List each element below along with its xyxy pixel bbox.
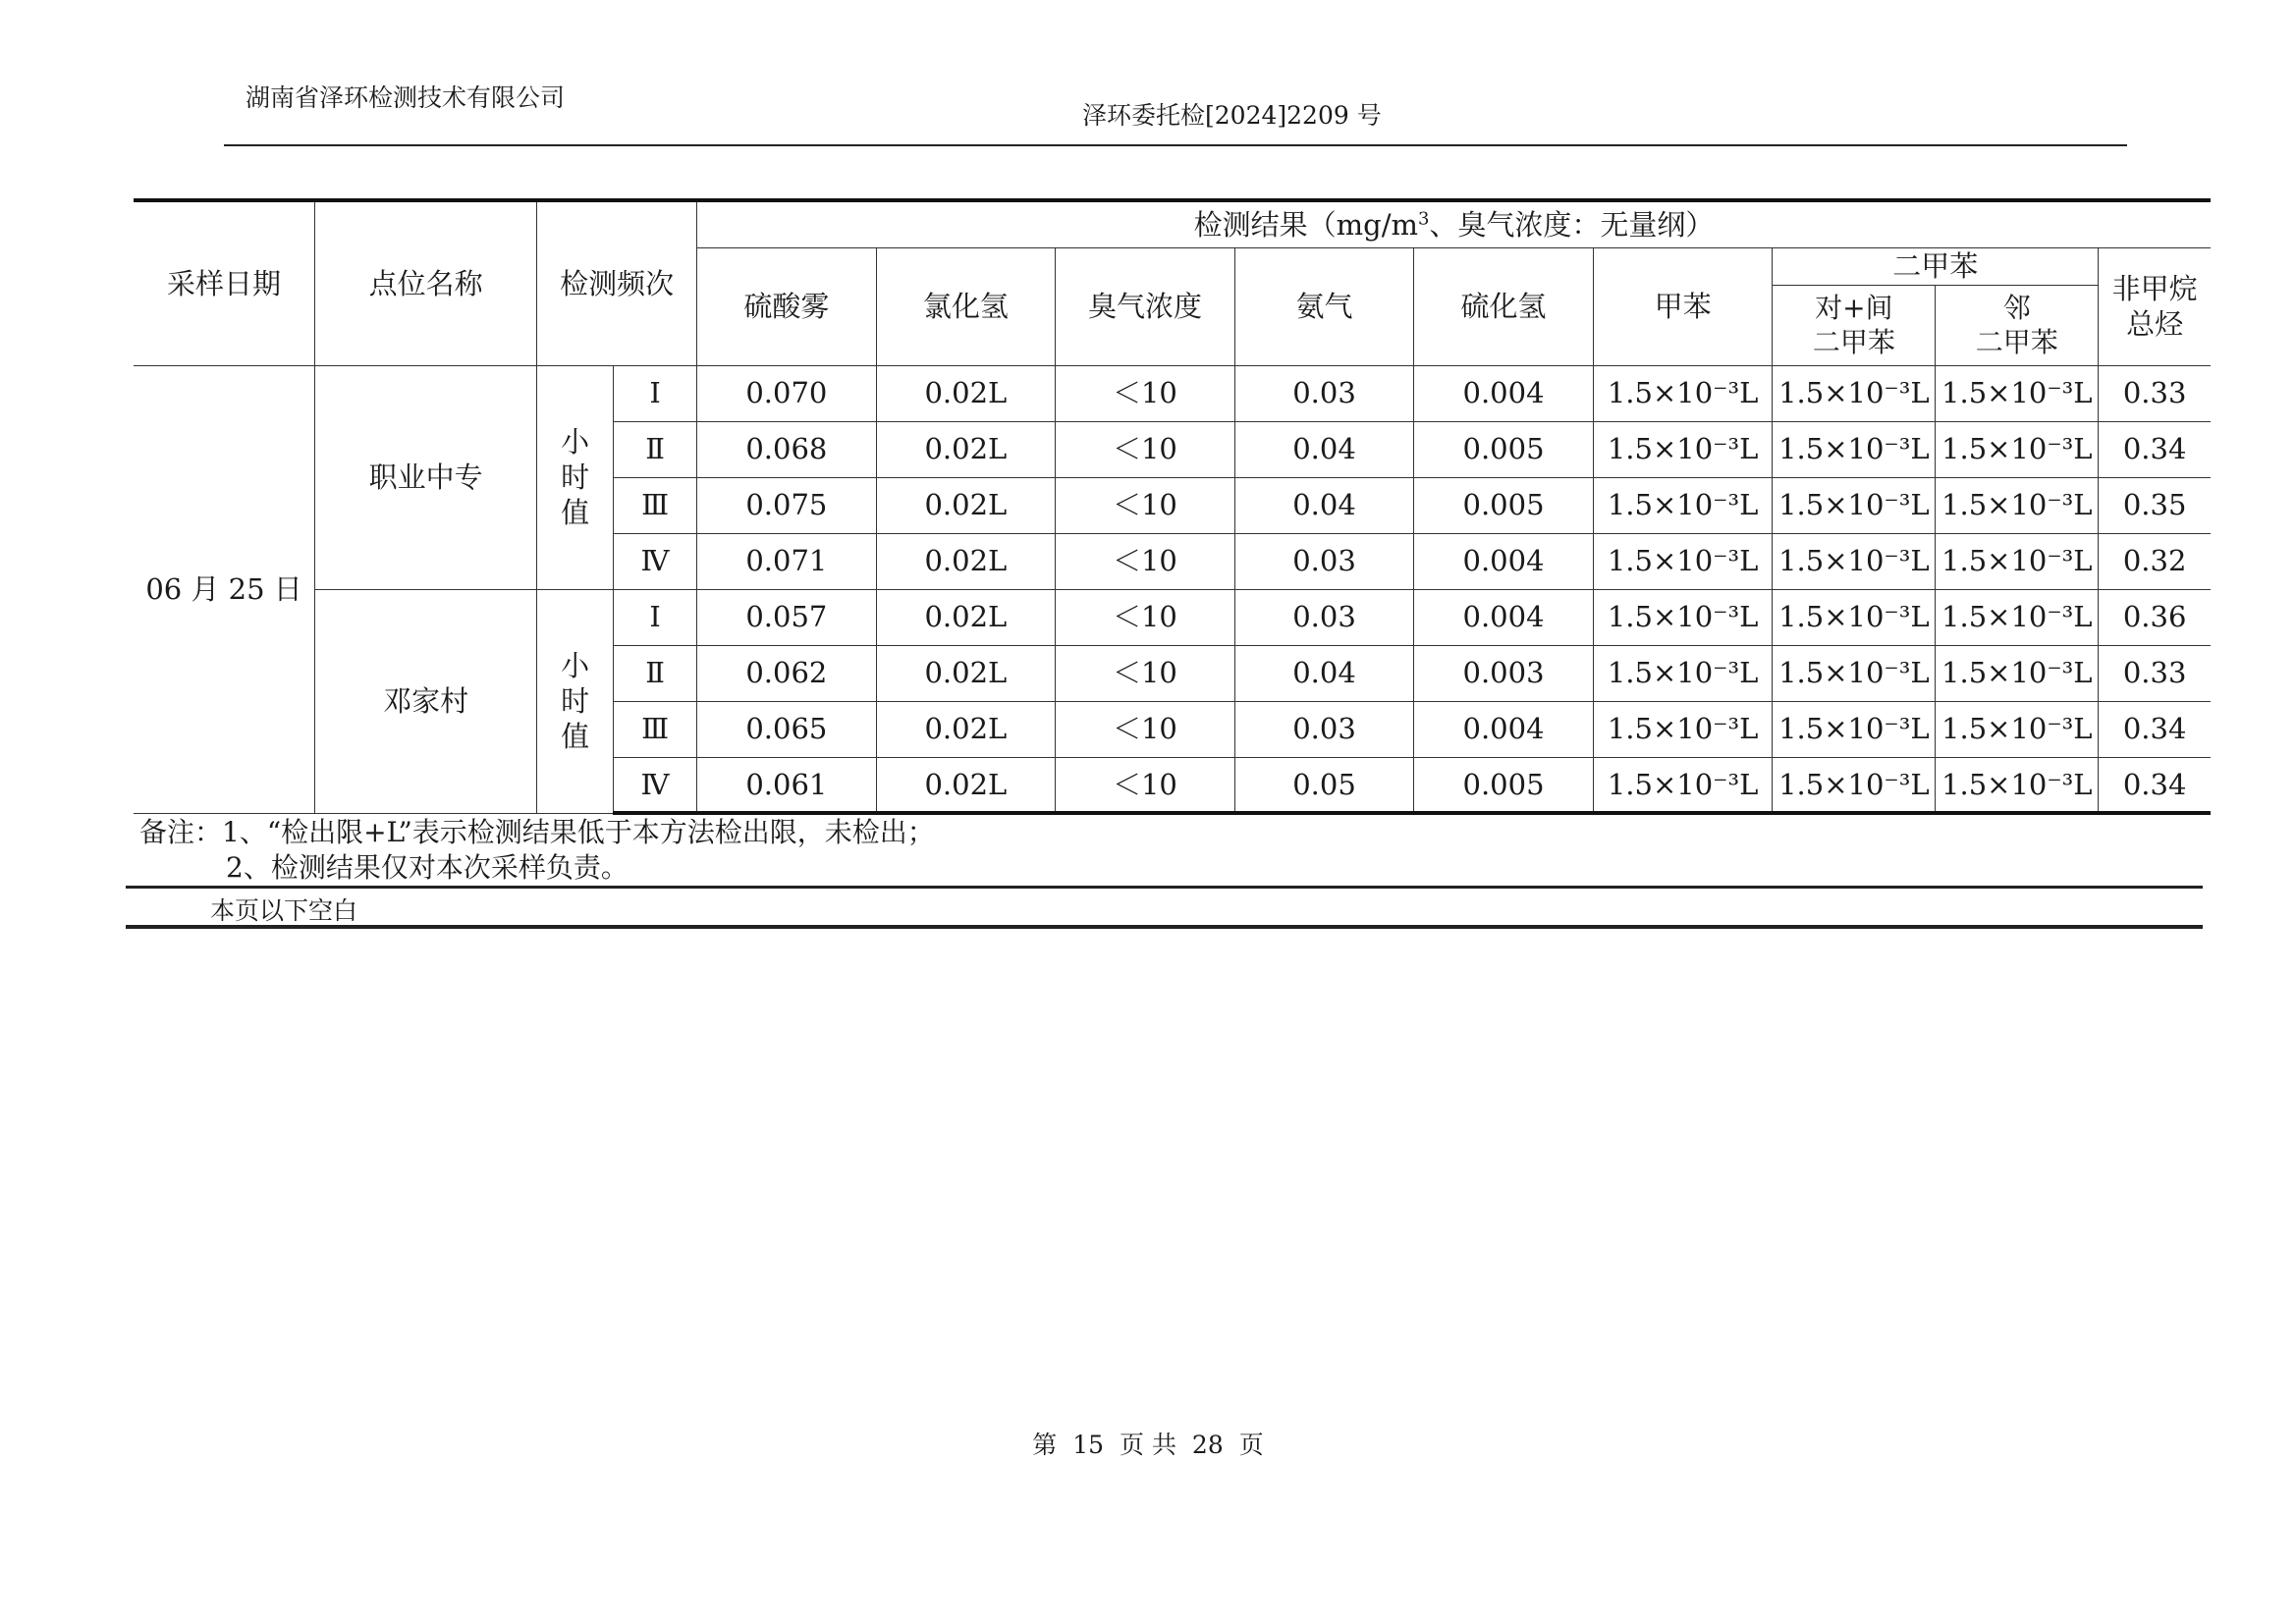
value-odor: ＜10 bbox=[1056, 533, 1235, 589]
param-hydrogen-chloride: 氯化氢 bbox=[876, 247, 1056, 365]
value-nmhc: 0.34 bbox=[2099, 757, 2211, 813]
value-hydrogen-chloride: 0.02L bbox=[876, 533, 1056, 589]
value-toluene: 1.5×10⁻³L bbox=[1593, 365, 1773, 421]
frequency-label-text: 小 时 值 bbox=[561, 648, 590, 754]
value-o-xylene: 1.5×10⁻³L bbox=[1936, 365, 2099, 421]
bottom-rule bbox=[126, 925, 2203, 929]
value-o-xylene: 1.5×10⁻³L bbox=[1936, 645, 2099, 701]
frequency-label bbox=[537, 589, 614, 813]
value-ammonia: 0.04 bbox=[1234, 421, 1414, 477]
param-mp-xylene bbox=[1773, 285, 1936, 365]
value-hydrogen-sulfide: 0.004 bbox=[1414, 533, 1594, 589]
value-o-xylene: 1.5×10⁻³L bbox=[1936, 533, 2099, 589]
value-odor: ＜10 bbox=[1056, 365, 1235, 421]
value-hydrogen-chloride: 0.02L bbox=[876, 589, 1056, 645]
value-nmhc: 0.33 bbox=[2099, 645, 2211, 701]
value-hydrogen-chloride: 0.02L bbox=[876, 477, 1056, 533]
value-toluene: 1.5×10⁻³L bbox=[1593, 477, 1773, 533]
header-date: 采样日期 bbox=[134, 200, 315, 365]
value-ammonia: 0.05 bbox=[1234, 757, 1414, 813]
report-number: 泽环委托检[2024]2209 号 bbox=[1082, 101, 1382, 130]
results-table bbox=[134, 198, 2211, 815]
value-nmhc: 0.33 bbox=[2099, 365, 2211, 421]
value-odor: ＜10 bbox=[1056, 477, 1235, 533]
value-hydrogen-sulfide: 0.004 bbox=[1414, 701, 1594, 757]
value-mp-xylene: 1.5×10⁻³L bbox=[1773, 645, 1936, 701]
value-mp-xylene: 1.5×10⁻³L bbox=[1773, 533, 1936, 589]
value-hydrogen-chloride: 0.02L bbox=[876, 365, 1056, 421]
value-hydrogen-sulfide: 0.005 bbox=[1414, 757, 1594, 813]
value-mp-xylene: 1.5×10⁻³L bbox=[1773, 589, 1936, 645]
param-ammonia: 氨气 bbox=[1234, 247, 1414, 365]
value-ammonia: 0.03 bbox=[1234, 533, 1414, 589]
sample-number: Ⅰ bbox=[614, 365, 697, 421]
value-ammonia: 0.03 bbox=[1234, 589, 1414, 645]
value-mp-xylene: 1.5×10⁻³L bbox=[1773, 701, 1936, 757]
value-odor: ＜10 bbox=[1056, 589, 1235, 645]
value-toluene: 1.5×10⁻³L bbox=[1593, 421, 1773, 477]
note-1: 备注：1、“检出限+L”表示检测结果低于本方法检出限，未检出； bbox=[139, 816, 935, 848]
value-toluene: 1.5×10⁻³L bbox=[1593, 645, 1773, 701]
value-sulfuric-acid-mist: 0.062 bbox=[697, 645, 877, 701]
header-frequency: 检测频次 bbox=[537, 200, 697, 365]
value-toluene: 1.5×10⁻³L bbox=[1593, 589, 1773, 645]
value-ammonia: 0.04 bbox=[1234, 477, 1414, 533]
value-hydrogen-sulfide: 0.005 bbox=[1414, 477, 1594, 533]
sample-number: Ⅳ bbox=[614, 533, 697, 589]
page-mid: 页 共 bbox=[1120, 1431, 1176, 1459]
value-sulfuric-acid-mist: 0.061 bbox=[697, 757, 877, 813]
value-odor: ＜10 bbox=[1056, 645, 1235, 701]
value-toluene: 1.5×10⁻³L bbox=[1593, 533, 1773, 589]
value-hydrogen-chloride: 0.02L bbox=[876, 645, 1056, 701]
value-mp-xylene: 1.5×10⁻³L bbox=[1773, 477, 1936, 533]
sample-number: Ⅳ bbox=[614, 757, 697, 813]
value-mp-xylene: 1.5×10⁻³L bbox=[1773, 757, 1936, 813]
table-row bbox=[134, 589, 2211, 645]
value-hydrogen-chloride: 0.02L bbox=[876, 421, 1056, 477]
sample-number: Ⅲ bbox=[614, 477, 697, 533]
param-sulfuric-acid-mist: 硫酸雾 bbox=[697, 247, 877, 365]
param-odor: 臭气浓度 bbox=[1056, 247, 1235, 365]
sample-date: 06 月 25 日 bbox=[134, 365, 315, 813]
value-o-xylene: 1.5×10⁻³L bbox=[1936, 589, 2099, 645]
value-o-xylene: 1.5×10⁻³L bbox=[1936, 421, 2099, 477]
notes-rule bbox=[126, 886, 2203, 889]
value-hydrogen-chloride: 0.02L bbox=[876, 701, 1056, 757]
value-nmhc: 0.34 bbox=[2099, 421, 2211, 477]
header-site: 点位名称 bbox=[315, 200, 537, 365]
sample-number: Ⅱ bbox=[614, 421, 697, 477]
value-toluene: 1.5×10⁻³L bbox=[1593, 701, 1773, 757]
company-name: 湖南省泽环检测技术有限公司 bbox=[246, 83, 566, 112]
value-o-xylene: 1.5×10⁻³L bbox=[1936, 757, 2099, 813]
value-sulfuric-acid-mist: 0.075 bbox=[697, 477, 877, 533]
page-number: 15 bbox=[1072, 1431, 1105, 1459]
page-footer bbox=[0, 1426, 2296, 1461]
value-nmhc: 0.35 bbox=[2099, 477, 2211, 533]
value-hydrogen-sulfide: 0.004 bbox=[1414, 589, 1594, 645]
value-sulfuric-acid-mist: 0.057 bbox=[697, 589, 877, 645]
value-hydrogen-sulfide: 0.003 bbox=[1414, 645, 1594, 701]
value-hydrogen-chloride: 0.02L bbox=[876, 757, 1056, 813]
value-sulfuric-acid-mist: 0.068 bbox=[697, 421, 877, 477]
frequency-label-text: 小 时 值 bbox=[561, 424, 590, 530]
value-nmhc: 0.34 bbox=[2099, 701, 2211, 757]
value-mp-xylene: 1.5×10⁻³L bbox=[1773, 421, 1936, 477]
sample-number: Ⅲ bbox=[614, 701, 697, 757]
param-nmhc-label: 非甲烷 总烃 bbox=[2111, 271, 2198, 341]
value-sulfuric-acid-mist: 0.065 bbox=[697, 701, 877, 757]
param-mp-xylene-label: 对+间 二甲苯 bbox=[1812, 292, 1895, 358]
value-sulfuric-acid-mist: 0.070 bbox=[697, 365, 877, 421]
frequency-label bbox=[537, 365, 614, 589]
param-nmhc bbox=[2099, 247, 2211, 365]
value-sulfuric-acid-mist: 0.071 bbox=[697, 533, 877, 589]
site-name: 职业中专 bbox=[315, 365, 537, 589]
param-xylene-group: 二甲苯 bbox=[1773, 247, 2099, 285]
value-odor: ＜10 bbox=[1056, 757, 1235, 813]
page-prefix: 第 bbox=[1032, 1431, 1058, 1459]
value-odor: ＜10 bbox=[1056, 421, 1235, 477]
sample-number: Ⅱ bbox=[614, 645, 697, 701]
notes-block bbox=[139, 815, 935, 887]
param-o-xylene bbox=[1936, 285, 2099, 365]
param-o-xylene-label: 邻 二甲苯 bbox=[1975, 292, 2058, 358]
value-toluene: 1.5×10⁻³L bbox=[1593, 757, 1773, 813]
blank-note: 本页以下空白 bbox=[210, 896, 358, 925]
value-hydrogen-sulfide: 0.005 bbox=[1414, 421, 1594, 477]
value-hydrogen-sulfide: 0.004 bbox=[1414, 365, 1594, 421]
value-ammonia: 0.03 bbox=[1234, 701, 1414, 757]
value-mp-xylene: 1.5×10⁻³L bbox=[1773, 365, 1936, 421]
value-ammonia: 0.03 bbox=[1234, 365, 1414, 421]
site-name: 邓家村 bbox=[315, 589, 537, 813]
page-total: 28 bbox=[1191, 1431, 1224, 1459]
param-hydrogen-sulfide: 硫化氢 bbox=[1414, 247, 1594, 365]
sample-number: Ⅰ bbox=[614, 589, 697, 645]
value-nmhc: 0.32 bbox=[2099, 533, 2211, 589]
results-title: 检测结果（$mg/m^3$、臭气浓度：无量纲） bbox=[697, 200, 2211, 247]
note-2: 2、检测结果仅对本次采样负责。 bbox=[226, 851, 629, 885]
value-odor: ＜10 bbox=[1056, 701, 1235, 757]
param-toluene: 甲苯 bbox=[1593, 247, 1773, 365]
value-o-xylene: 1.5×10⁻³L bbox=[1936, 701, 2099, 757]
value-o-xylene: 1.5×10⁻³L bbox=[1936, 477, 2099, 533]
value-ammonia: 0.04 bbox=[1234, 645, 1414, 701]
value-nmhc: 0.36 bbox=[2099, 589, 2211, 645]
header-rule bbox=[224, 144, 2127, 146]
table-row bbox=[134, 365, 2211, 421]
page-suffix: 页 bbox=[1238, 1431, 1264, 1459]
